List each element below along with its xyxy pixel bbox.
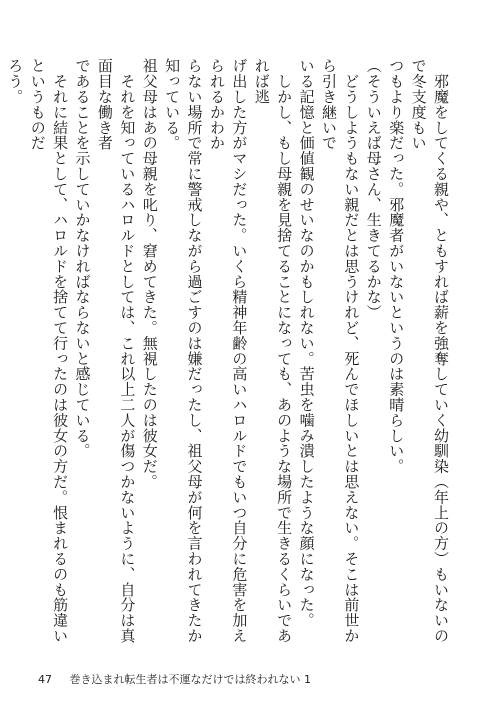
paragraph: それに結果として、ハロルドを捨てて行ったのは彼女の方だ。恨まれるのも筋違いというものだ ろう。	[6, 58, 70, 644]
page-footer	[38, 671, 311, 687]
paragraph: どうしようもない親だとは思うけれど、死んでほしいとは思えない。そこは前世から引き継いで いる記憶と価値観のせいなのかもしれない。苦虫を噛み潰したような顔になった。	[297, 58, 361, 644]
paragraph: 邪魔をしてくる親や、ともすれば薪を強奪していく幼馴染（年上の方）もいないので冬支度もい つもより楽だった。邪魔者がいないというのは素晴らしい。	[387, 58, 450, 644]
page-number: 47	[38, 673, 52, 686]
running-title: 巻き込まれ転生者は不運なだけでは終われない 1	[69, 673, 311, 686]
paragraph: それを知っているハロルドとしては、これ以上二人が傷つかないように、自分は真面目な働き者 であることを示していかなければならないと感じている。	[73, 58, 137, 644]
paragraph: しかし、もし母親を見捨てることになっても、あのような場所で生きるくらいであれば逃 げ出した方がマシだった。いくら精神年齢の高いハロルドでもいつ自分に危害を加えられるかわか らない場所で常に警戒しながら過ごすのは嫌だったし、祖父母が何を言われてきたか知っている。 祖父母はあの母親を叱り、窘めてきた。無視したのは彼女だ。	[140, 58, 294, 644]
paragraph: （そういえば母さん、生きてるかな）	[364, 58, 383, 320]
body-text	[6, 58, 452, 646]
blank-line	[0, 58, 4, 646]
